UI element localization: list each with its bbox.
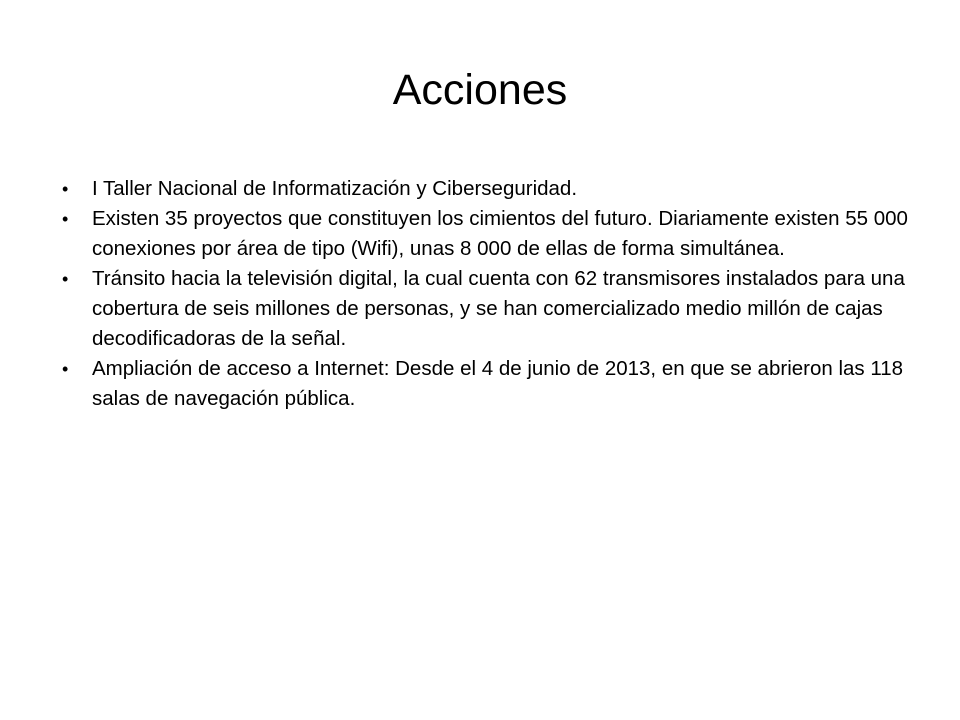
bullet-text: Existen 35 proyectos que constituyen los cimientos del futuro. Diariamente existen 55 000 conexiones por área de tipo (Wifi), unas 8 000 de ellas de forma simultánea. bbox=[92, 207, 908, 260]
bullet-item bbox=[58, 264, 918, 354]
bullet-dot-icon: • bbox=[62, 179, 69, 199]
slide-title: Acciones bbox=[392, 66, 568, 114]
bullet-item bbox=[58, 354, 918, 414]
bullet-item bbox=[58, 204, 918, 264]
bullet-text: Ampliación de acceso a Internet: Desde el 4 de junio de 2013, en que se abrieron las 118 salas de navegación pública. bbox=[92, 357, 904, 410]
bullet-text: Tránsito hacia la televisión digital, la cual cuenta con 62 transmisores instalados para una cobertura de seis millones de personas, y se han comercializado medio millón de cajas decodificadoras de la señal. bbox=[92, 267, 905, 350]
bullet-dot-icon: • bbox=[62, 359, 69, 379]
bullet-text: I Taller Nacional de Informatización y Ciberseguridad. bbox=[92, 177, 578, 200]
bullet-dot-icon: • bbox=[62, 209, 69, 229]
bullet-dot-icon: • bbox=[62, 269, 69, 289]
bullet-list bbox=[58, 174, 918, 414]
bullet-item bbox=[58, 174, 918, 204]
